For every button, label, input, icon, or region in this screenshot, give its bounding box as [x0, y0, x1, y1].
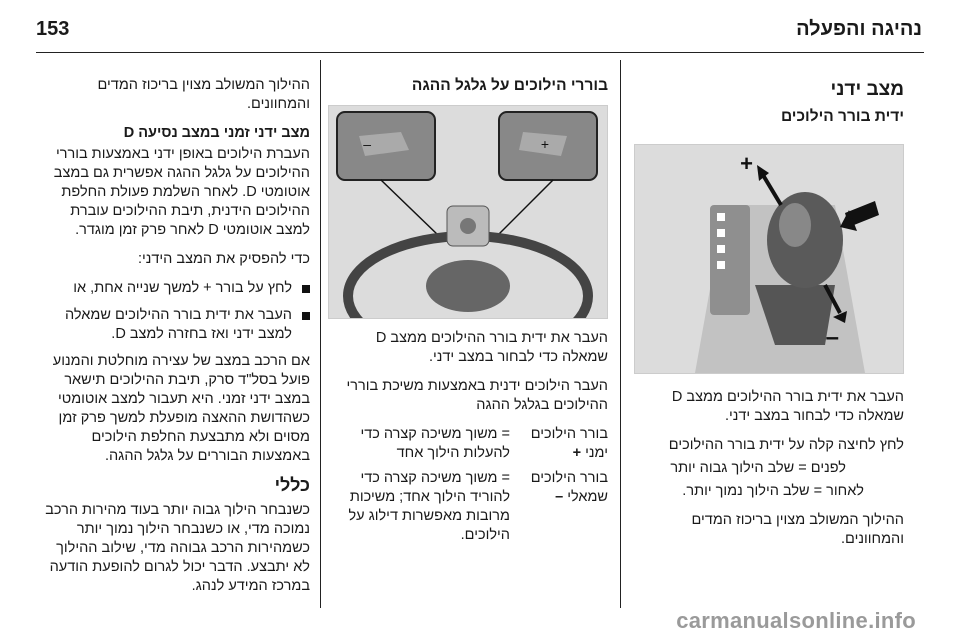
- temporary-manual-heading: מצב ידני זמני במצב נסיעה D: [123, 125, 310, 141]
- right-column: [636, 62, 904, 559]
- right-paragraph-1: העבר את ידית בורר ההילוכים ממצב D שמאלה כדי לבחור במצב ידני.: [671, 389, 904, 424]
- plus-symbol: +: [572, 445, 582, 461]
- left-column: [36, 62, 310, 606]
- bullet-item: לחץ על בורר + למשך שנייה אחת, או: [36, 279, 310, 298]
- svg-text:+: +: [540, 136, 549, 152]
- bullet-item: העבר את ידית בורר ההילוכים שמאלה למצב ידני ואז בחזרה למצב D.: [36, 306, 310, 344]
- svg-text:–: –: [363, 136, 371, 152]
- page-number: 153: [36, 18, 70, 40]
- middle-paragraph-1: העבר את ידית בורר ההילוכים ממצב D שמאלה כדי לבחור במצב ידני.: [375, 330, 608, 365]
- selector-lever-subtitle: ידית בורר הילוכים: [780, 108, 904, 125]
- svg-text:–: –: [825, 324, 839, 351]
- gear-shifter-illustration: [634, 144, 904, 374]
- general-title: כללי: [274, 475, 310, 495]
- left-paddle-desc: = משוך משיכה קצרה כדי להוריד הילוך אחד; משיכות מרובות מאפשרות דילוג על הילוכים.: [348, 470, 510, 543]
- general-text: כשנבחר הילוך גבוה יותר בעוד מהירות הרכב נמוכה מדי, או כשנבחר הילוך נמוך יותר כשמהירות הרכב גבוהה מדי, שילוב ההילוך לא יתבצע. הדבר יכול לגרום להופעת הודעה במרכז המידע לנהג.: [45, 502, 310, 594]
- column-divider-left: [320, 60, 321, 608]
- steering-wheel-paddles-illustration: [328, 105, 608, 319]
- temporary-manual-text: העברת הילוכים באופן ידני באמצעות בוררי ההילוכים על גלגל ההגה אפשרית גם במצב אוטומטי D. לאחר השלמת פעולת החלפת ההילוכים הידנית, תיבת ההילוכים עוברת למצב אוטומטי D לאחר פרק זמן מוגדר.: [53, 146, 310, 238]
- column-divider-right: [620, 60, 621, 608]
- stop-note: אם הרכב במצב של עצירה מוחלטת והמנוע פועל בסל"ד סרק, תיבת ההילוכים תישאר במצב ידני זמני. היא תעבור למצב אוטומטי כשהדושת ההאצה מופעלת למשך פרק זמן מסוים ולא מתבצעת החלפת הילוכים באמצעות הבוררים על גלגל ההגה.: [52, 353, 310, 464]
- right-forward-text: לפנים = שלב הילוך גבוה יותר: [670, 460, 846, 476]
- chapter-title: נהיגה והפעלה: [796, 18, 922, 40]
- minus-symbol: –: [555, 489, 564, 505]
- right-backward-text: לאחור = שלב הילוך נמוך יותר.: [682, 483, 864, 499]
- stop-manual-intro: כדי להפסיק את המצב הידני:: [137, 251, 310, 267]
- paddles-title: בוררי הילוכים על גלגל ההגה: [411, 77, 608, 94]
- svg-text:+: +: [740, 151, 753, 176]
- manual-mode-title: מצב ידני: [830, 79, 904, 100]
- middle-paragraph-2: העבר הילוכים ידנית באמצעות משיכת בוררי ההילוכים בגלגל ההגה: [346, 378, 608, 413]
- paddles-table: [330, 425, 608, 545]
- right-paddle-label: בורר הילוכים ימני +: [530, 426, 608, 461]
- steering-wheel-icon: [329, 106, 607, 318]
- right-paragraph-3: ההילוך המשולב מצוין בריכוז המדים והמחוונים.: [691, 512, 904, 547]
- watermark: carmanualsonline.info: [676, 608, 916, 633]
- header-rule: [36, 52, 924, 53]
- middle-column: [330, 62, 608, 545]
- right-paragraph-2: לחץ לחיצה קלה על ידית בורר ההילוכים: [668, 437, 904, 453]
- gear-shifter-icon: [635, 145, 903, 373]
- left-top-paragraph: ההילוך המשולב מצוין בריכוז המדים והמחוונים.: [97, 77, 310, 112]
- bullet-square-icon: [302, 285, 310, 293]
- left-paddle-label: בורר הילוכים שמאלי –: [530, 470, 608, 505]
- bullet-square-icon: [302, 312, 310, 320]
- right-paddle-desc: = משוך משיכה קצרה כדי להעלות הילוך אחד: [360, 426, 510, 461]
